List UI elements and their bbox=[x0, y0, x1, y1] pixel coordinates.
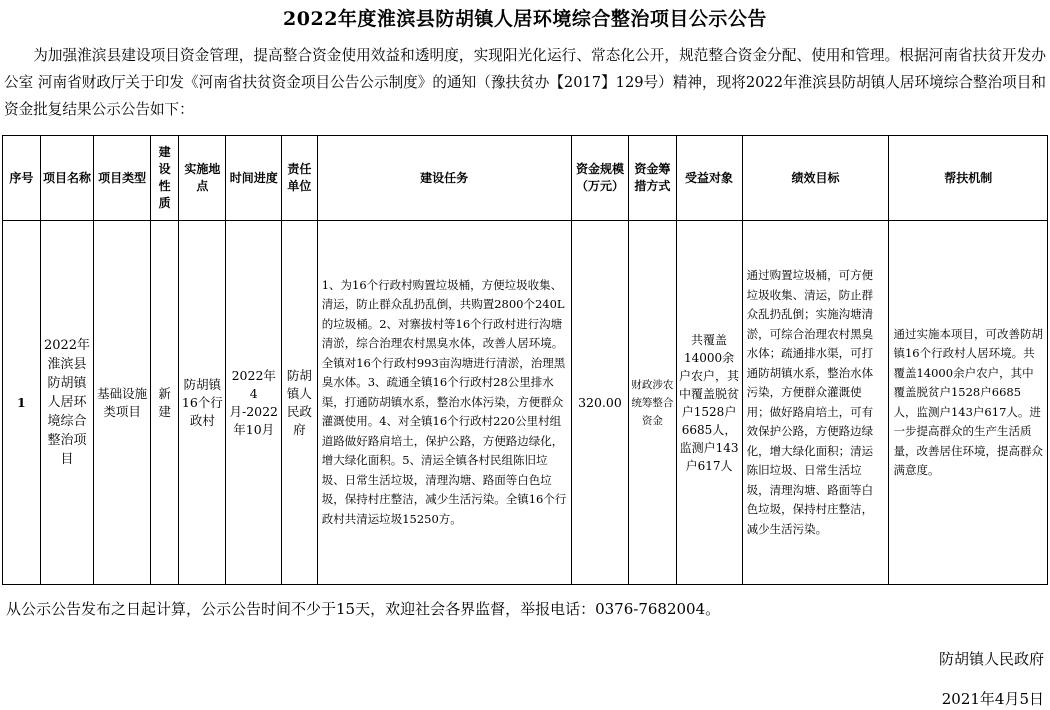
header-unit: 责任单位 bbox=[282, 136, 318, 221]
footer-note: 从公示公告发布之日起计算，公示公告时间不少于15天，欢迎社会各界监督，举报电话：0376-7682004。 bbox=[6, 600, 721, 618]
cell-type: 基础设施类项目 bbox=[94, 221, 151, 585]
header-mechanism: 帮扶机制 bbox=[889, 136, 1048, 221]
cell-mechanism: 通过实施本项目，可改善防胡镇16个行政村人居环境。共覆盖14000余户农户，其中覆盖脱贫户1528户6685人，监测户143户617人。进一步提高群众的生产生活质量，改善居住环境，提高群众满意度。 bbox=[889, 221, 1048, 585]
cell-name: 2022年淮滨县防胡镇人居环境综合整治项目 bbox=[40, 221, 94, 585]
project-table bbox=[2, 135, 1048, 585]
cell-beneficiaries: 共覆盖14000余户农户，其中覆盖脱贫户1528户6685人，监测户143户617人 bbox=[676, 221, 742, 585]
issuing-organization: 防胡镇人民政府 bbox=[938, 650, 1044, 668]
header-funding-method: 资金筹措方式 bbox=[629, 136, 676, 221]
header-name: 项目名称 bbox=[40, 136, 94, 221]
cell-funds: 320.00 bbox=[571, 221, 629, 585]
intro-paragraph: 为加强淮滨县建设项目资金管理，提高整合资金使用效益和透明度，实现阳光化运行、常态化公开，规范整合资金分配、使用和管理。根据河南省扶贫开发办公室 河南省财政厅关于印发《河南省扶贫资金项目公告公示制度》的通知（豫扶贫办【2017】129号）精神，现将2022年淮滨县防胡镇人居环境综合整治项目和资金批复结果公示公告如下： bbox=[4, 47, 1046, 118]
cell-unit: 防胡镇人民政府 bbox=[282, 221, 318, 585]
cell-funding-method: 财政涉农统筹整合资金 bbox=[629, 221, 676, 585]
header-no: 序号 bbox=[3, 136, 41, 221]
page-title: 2022年度淮滨县防胡镇人居环境综合整治项目公示公告 bbox=[283, 8, 767, 30]
header-goals: 绩效目标 bbox=[742, 136, 889, 221]
cell-no: 1 bbox=[3, 221, 41, 585]
table-header-row bbox=[3, 136, 1048, 221]
header-type: 项目类型 bbox=[94, 136, 151, 221]
table-row bbox=[3, 221, 1048, 585]
header-nature: 建设性质 bbox=[150, 136, 178, 221]
cell-schedule: 2022年4月-2022年10月 bbox=[226, 221, 282, 585]
header-beneficiaries: 受益对象 bbox=[676, 136, 742, 221]
header-tasks: 建设任务 bbox=[317, 136, 571, 221]
cell-goals: 通过购置垃圾桶，可方便垃圾收集、清运，防止群众乱扔乱倒；实施沟塘清淤，可综合治理农村黑臭水体；疏通排水渠，可打通防胡镇水系，整治水体污染，方便群众灌溉使用；做好路肩培土，可有效保护公路，方便路边绿化，增大绿化面积；清运陈旧垃圾、日常生活垃圾，清理沟塘、路面等白色垃圾，保持村庄整洁，减少生活污染。 bbox=[742, 221, 889, 585]
issue-date: 2021年4月5日 bbox=[941, 690, 1044, 708]
cell-nature: 新建 bbox=[150, 221, 178, 585]
header-funds: 资金规模（万元） bbox=[571, 136, 629, 221]
header-location: 实施地点 bbox=[179, 136, 226, 221]
cell-location: 防胡镇16个行政村 bbox=[179, 221, 226, 585]
header-schedule: 时间进度 bbox=[226, 136, 282, 221]
cell-tasks: 1、为16个行政村购置垃圾桶，方便垃圾收集、清运，防止群众乱扔乱倒，共购置2800个240L的垃圾桶。2、对寨拔村等16个行政村进行沟塘清淤，综合治理农村黑臭水体，改善人居环境。全镇对16个行政村993亩沟塘进行清淤，治理黑臭水体。3、疏通全镇16个行政村28公里排水渠，打通防胡镇水系，整治水体污染，方便群众灌溉使用。4、对全镇16个行政村220公里村组道路做好路肩培土，保护公路，方便路边绿化，增大绿化面积。5、清运全镇各村民组陈旧垃圾、日常生活垃圾，清理沟塘、路面等白色垃圾，保持村庄整洁，减少生活污染。全镇16个行政村共清运垃圾15250方。 bbox=[317, 221, 571, 585]
